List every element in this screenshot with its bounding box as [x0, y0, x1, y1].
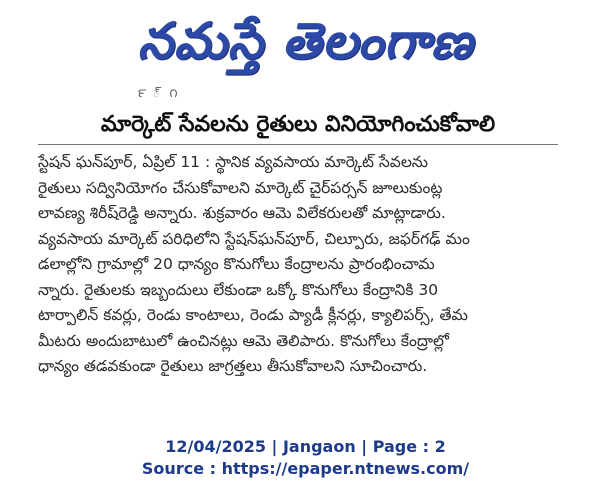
article-line: డలాల్లోని గ్రామాల్లో 20 ధాన్యం కొనుగోలు కేంద్రాలను ప్రారంభించామ: [38, 255, 435, 273]
article-line: వ్యవసాయ మార్కెట్ పరిధిలోని స్టేషన్‌ఘన్‌పూర్, చిల్పూరు, జఫర్‌గఢ్ మం: [38, 229, 470, 248]
article-line: మీటరు అందుబాటులో ఉంచినట్లు ఆమె తెలిపారు. కొనుగోలు కేంద్రాల్లో: [38, 331, 449, 350]
date-edition-line: 12/04/2025 | Jangaon | Page : 2: [165, 437, 446, 456]
article-line: స్టేషన్ ఘన్‌పూర్, ఏప్రిల్ 11 : స్థానిక వ్యవసాయ మార్కెట్ సేవలను: [38, 153, 429, 171]
article-line: ధాన్యం తడవకుండా రైతులు జాగ్రత్తలు తీసుకోవాలని సూచించారు.: [38, 357, 428, 375]
headline-divider: [38, 144, 558, 145]
source-line: Source : https://epaper.ntnews.com/: [141, 459, 470, 478]
article-clipping: [38, 86, 558, 414]
article-line: న్నారు. రైతులకు ఇబ్బందులు లేకుండా ఒక్కో కొనుగోలు కేంద్రానికి 30: [38, 280, 439, 299]
article-body: [38, 150, 558, 380]
article-line: లావణ్య శిరీష్‌రెడ్డి అన్నారు. శుక్రవారం ఆమె విలేకరులతో మాట్లాడారు.: [38, 204, 446, 222]
cut-text-fragment: ౯ ్ ౧: [138, 86, 181, 100]
article-headline: మార్కెట్ సేవలను రైతులు వినియోగించుకోవాలి: [100, 112, 496, 137]
newspaper-masthead: నమస్తే తెలంగాణ: [137, 12, 474, 70]
article-line: రైతులు సద్వినియోగం చేసుకోవాలని మార్కెట్ చైర్‌పర్సన్ జూలుకుంట్ల: [38, 178, 443, 197]
article-line: టార్పాలిన్ కవర్లు, రెండు కాంటాలు, రెండు ప్యాడీ క్లీనర్లు, క్యాలిపర్స్, తేమ: [38, 306, 468, 324]
clipping-footer: [0, 436, 611, 480]
